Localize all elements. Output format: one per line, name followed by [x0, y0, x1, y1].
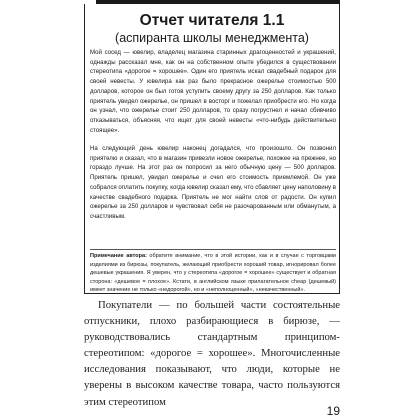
box-title: Отчет читателя 1.1 — [139, 12, 285, 29]
body-paragraph — [84, 297, 340, 410]
page-number: 19 — [326, 404, 340, 418]
author-note-label: Примечание автора: — [90, 253, 147, 259]
author-note-text: обратите внимание, что в этой истории, как и в случае с торговцами изделиями из бирюзы, покупатель, желающий приобрести хороший товар, игнорировал более дешевые украшения. Я уверен, что у стереотипа «дорогое = хорошее» существует и обратная сторона: «дешевое = плохое». Кстати, в английском языке прилагательное cheap (дешевый) имеет значение не только «недорогой», но и «неполноценный», «некачественный». — [90, 253, 336, 294]
author-note — [90, 249, 336, 295]
reader-report-box — [84, 4, 340, 294]
body-paragraph-text: Покупатели — по большей части состоятельные отпускники, плохо разбирающиеся в бирюзе, — руководствовались стандартным принципом-стереотипом: «дорогое = хорошее». Многочисленные исследования показывают, что люди, которые не уверены в высоком качестве товара, часто пользуются этим стереотипом — [84, 299, 340, 408]
report-paragraph-2: На следующий день ювелир наконец догадался, что произошло. Он позвонил приятелю и сказал, что в магазин привезли новое ожерелье, похожее на прежнее, но гораздо лучше. На этот раз он попросил за него обычную цену — 500 долларов. Приятель пришел, увидел ожерелье и счел его стоимость приемлемой. Он уже собрался оплатить покупку, когда ювелир сказал ему, что сбавляет цену наполовину в качестве свадебного подарка. Приятель не мог найти слов от радости. Он купил ожерелье за 250 долларов и чувствовал себя не разочарованным или обманутым, а счастливым. — [90, 145, 336, 220]
box-subtitle: (аспиранта школы менеджмента) — [115, 31, 309, 45]
report-paragraph-1: Мой сосед — ювелир, владелец магазина старинных драгоценностей и украшений, однажды рассказал мне, как он на собственном опыте убедился в существовании стереотипа «дорогое = хорошее». Один его приятель искал свадебный подарок для своей невесты. У ювелира как раз было прекрасное ожерелье стоимостью 500 долларов, которое он был готов уступить своему другу за 250 долларов. Как только приятель увидел ожерелье, он пришел в восторг и пожелал приобрести его. Но когда он узнал, что ожерелье стоит 250 долларов, то сразу погрустнел и начал сбивчиво отказываться, объясняя, что ищет для своей невесты «что-нибудь действительно стоящее». — [90, 49, 336, 134]
